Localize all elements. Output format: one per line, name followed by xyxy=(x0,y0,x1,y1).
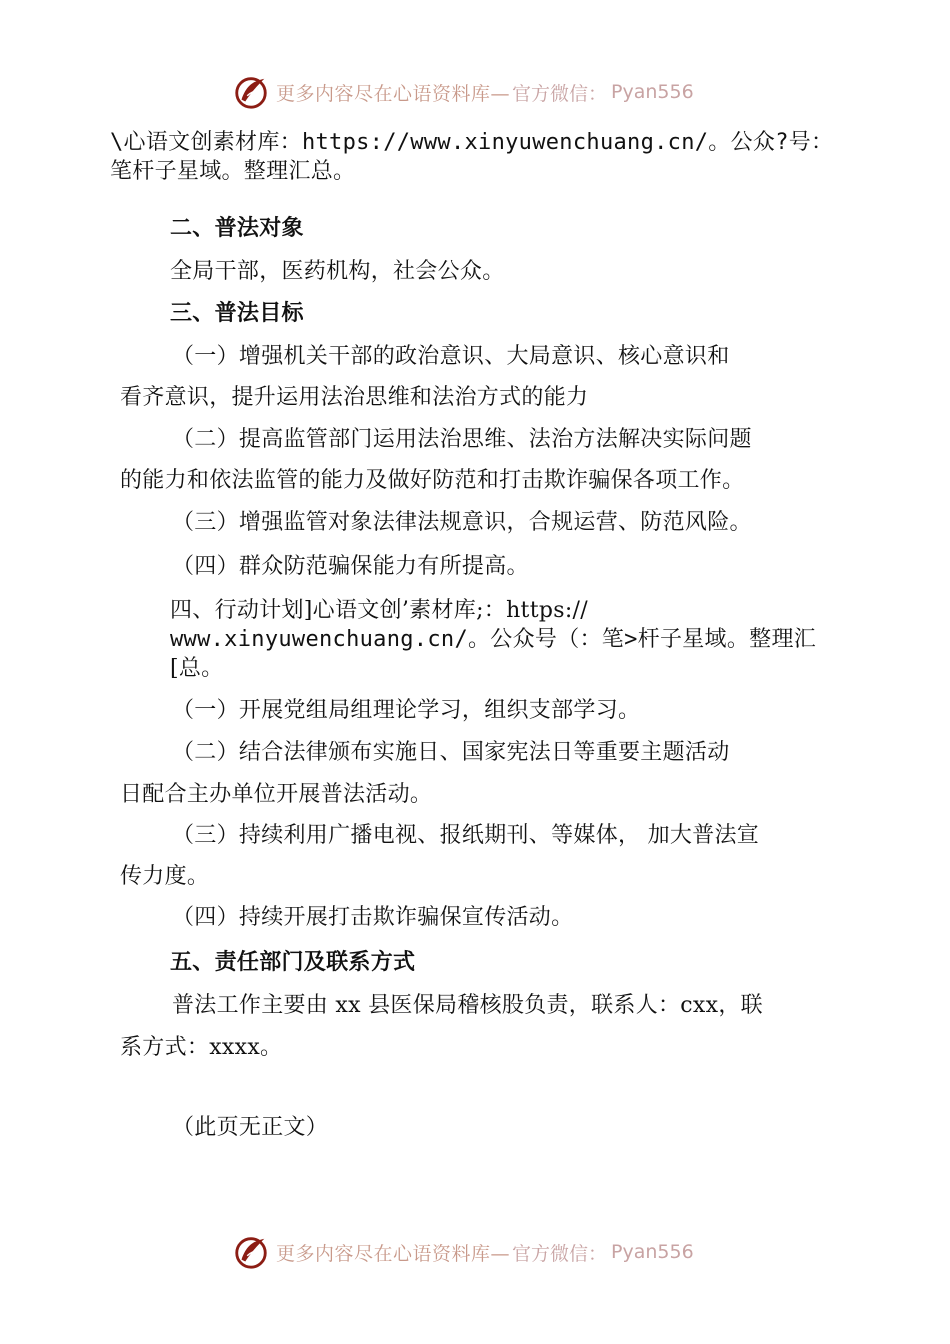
paragraph-objects: 全局干部，医药机构，社会公众。 xyxy=(170,259,505,284)
goal-1-line-1: （一）增强机关干部的政治意识、大局意识、核心意识和 xyxy=(172,344,730,369)
source-line-2: 笔杆子星域。整理汇总。 xyxy=(110,159,356,184)
no-body-note: （此页无正文） xyxy=(172,1115,329,1140)
goal-2-line-1: （二）提高监管部门运用法治思维、法治方法解决实际问题 xyxy=(172,427,752,452)
watermark-text: 更多内容尽在心语资料库— xyxy=(276,82,511,105)
header-watermark xyxy=(232,72,752,112)
footer-watermark xyxy=(232,1232,752,1272)
action-3-line-2: 传力度。 xyxy=(120,864,210,889)
contact-line-1: 普法工作主要由 xx 县医保局稽核股负责，联系人：cxx，联 xyxy=(172,993,763,1018)
watermark-wechat-id: Pyan556 xyxy=(611,81,694,103)
goal-1-line-2: 看齐意识，提升运用法治思维和法治方式的能力 xyxy=(120,385,589,410)
action-2-line-2: 日配合主办单位开展普法活动。 xyxy=(120,782,433,807)
action-1: （一）开展党组局组理论学习，组织支部学习。 xyxy=(172,698,641,723)
source-line-1: \心语文创素材库：https://www.xinyuwenchuang.cn/。公众?号： xyxy=(110,130,834,155)
contact-line-2: 系方式：xxxx。 xyxy=(120,1035,283,1060)
brand-logo-icon xyxy=(232,73,270,111)
action-heading-line-2: www.xinyuwenchuang.cn/。公众号（：笔>杆子星域。整理汇 xyxy=(170,627,817,652)
action-4: （四）持续开展打击欺诈骗保宣传活动。 xyxy=(172,905,574,930)
watermark-wechat-id: Pyan556 xyxy=(611,1241,694,1263)
goal-4: （四）群众防范骗保能力有所提高。 xyxy=(172,554,529,579)
action-3-line-1: （三）持续利用广播电视、报纸期刊、等媒体， 加大普法宣 xyxy=(172,823,760,848)
action-heading-line-1: 四、行动计划]心语文创’素材库;：https:// xyxy=(170,598,588,623)
watermark-wechat-label: 官方微信： xyxy=(512,82,608,105)
goal-3: （三）增强监管对象法律法规意识，合规运营、防范风险。 xyxy=(172,510,752,535)
goal-2-line-2: 的能力和依法监管的能力及做好防范和打击欺诈骗保各项工作。 xyxy=(120,468,745,493)
watermark-text: 更多内容尽在心语资料库— xyxy=(276,1242,511,1265)
action-heading-line-3: [总。 xyxy=(170,656,224,681)
watermark-wechat-label: 官方微信： xyxy=(512,1242,608,1265)
section-heading-objects: 二、普法对象 xyxy=(170,216,304,241)
section-heading-goals: 三、普法目标 xyxy=(170,301,304,326)
section-heading-contact: 五、责任部门及联系方式 xyxy=(170,950,416,975)
action-2-line-1: （二）结合法律颁布实施日、国家宪法日等重要主题活动 xyxy=(172,740,730,765)
brand-logo-icon xyxy=(232,1233,270,1271)
